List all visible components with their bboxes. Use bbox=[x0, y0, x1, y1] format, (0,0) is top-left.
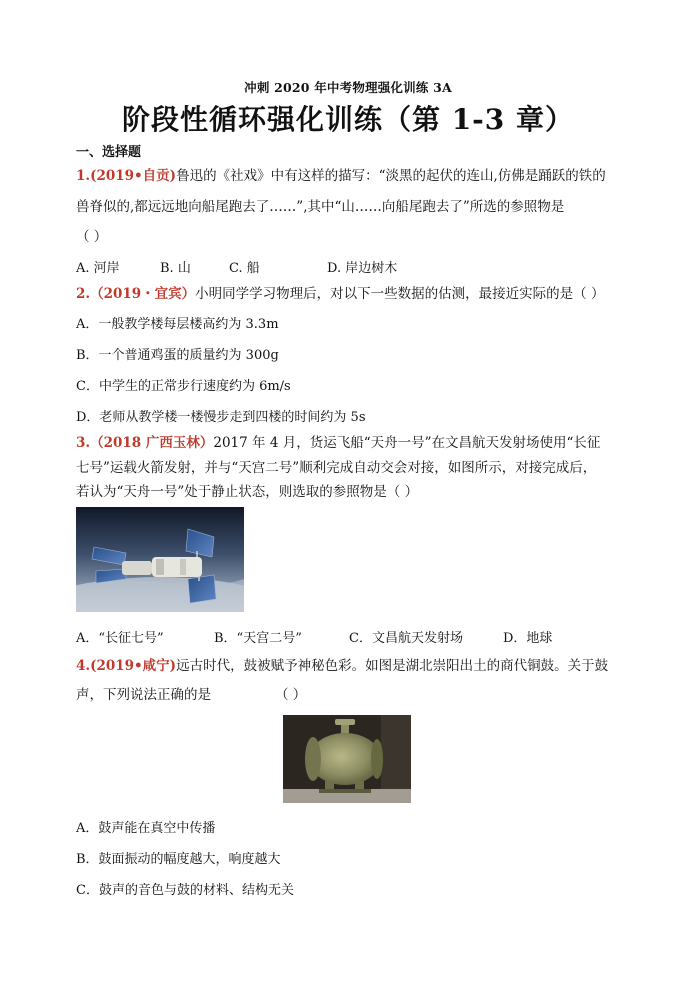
question-3-option-c: C．文昌航天发射场 bbox=[349, 631, 463, 646]
question-3-text-3: 若认为“天舟一号”处于静止状态，则选取的参照物是（ ） bbox=[76, 484, 419, 500]
question-2-line bbox=[76, 284, 604, 304]
question-3-text-1: 2017 年 4 月，货运飞船“天舟一号”在文昌航天发射场使用“长征 bbox=[213, 435, 601, 451]
section-heading: 一、选择题 bbox=[76, 145, 142, 160]
question-1-text-2: 兽脊似的,都远远地向船尾跑去了……”,其中“山……向船尾跑去了”所选的参照物是 bbox=[76, 199, 565, 215]
question-3-option-d: D．地球 bbox=[503, 631, 553, 646]
bronze-drum-illustration bbox=[283, 715, 411, 803]
question-4-source: (2019•咸宁) bbox=[90, 658, 177, 674]
question-1-line-1 bbox=[76, 166, 606, 186]
spacecraft-illustration bbox=[76, 507, 244, 612]
question-2-option-c: C．中学生的正常步行速度约为 6m/s bbox=[76, 379, 291, 394]
question-1-option-c: C. 船 bbox=[229, 261, 260, 276]
spacecraft-docking-image bbox=[76, 507, 244, 612]
question-3-line-1 bbox=[76, 433, 600, 453]
question-1-blank: （ ） bbox=[76, 229, 108, 245]
question-1-option-d: D. 岸边树木 bbox=[327, 261, 398, 276]
question-3-source: （2018 广西玉林） bbox=[90, 435, 214, 451]
question-1-option-a: A. 河岸 bbox=[76, 261, 120, 276]
question-3-option-a: A．“长征七号” bbox=[76, 631, 164, 646]
question-4-text-2 bbox=[76, 685, 306, 705]
question-2-option-b: B．一个普通鸡蛋的质量约为 300g bbox=[76, 348, 279, 363]
question-2-number: 2. bbox=[76, 286, 91, 302]
question-1-option-b: B. 山 bbox=[160, 261, 191, 276]
question-1-text-1: 鲁迅的《社戏》中有这样的描写：“淡黑的起伏的连山,仿佛是踊跃的铁的 bbox=[176, 168, 606, 184]
question-3-option-b: B．“天宫二号” bbox=[214, 631, 302, 646]
bronze-drum-image bbox=[283, 715, 411, 803]
question-2-option-d: D．老师从教学楼一楼慢步走到四楼的时间约为 5s bbox=[76, 410, 366, 425]
question-4-option-b: B．鼓面振动的幅度越大，响度越大 bbox=[76, 852, 281, 867]
question-1-number: 1. bbox=[76, 168, 91, 184]
question-3-text-2: 七号”运载火箭发射，并与“天宫二号”顺利完成自动交会对接，如图所示，对接完成后， bbox=[76, 460, 597, 476]
question-2-source: （2019・宜宾） bbox=[90, 286, 196, 302]
question-4-number: 4. bbox=[76, 658, 91, 674]
question-1-source: (2019•自贡) bbox=[90, 168, 177, 184]
question-2-option-a: A．一般教学楼每层楼高约为 3.3m bbox=[76, 317, 279, 332]
document-title: 阶段性循环强化训练（第 1-3 章） bbox=[121, 103, 575, 136]
question-4-blank: （ ） bbox=[275, 687, 307, 703]
document-subtitle: 冲刺 2020 年中考物理强化训练 3A bbox=[244, 80, 452, 95]
question-4-text-2-content: 声，下列说法正确的是 bbox=[76, 687, 211, 703]
question-2-text: 小明同学学习物理后，对以下一些数据的估测，最接近实际的是（ ） bbox=[195, 286, 605, 302]
question-4-option-a: A．鼓声能在真空中传播 bbox=[76, 821, 216, 836]
question-4-text-1: 远古时代，鼓被赋予神秘色彩。如图是湖北崇阳出土的商代铜鼓。关于鼓 bbox=[176, 658, 609, 674]
question-4-line-1 bbox=[76, 656, 608, 676]
question-3-number: 3. bbox=[76, 435, 91, 451]
question-4-option-c: C．鼓声的音色与鼓的材料、结构无关 bbox=[76, 883, 294, 898]
